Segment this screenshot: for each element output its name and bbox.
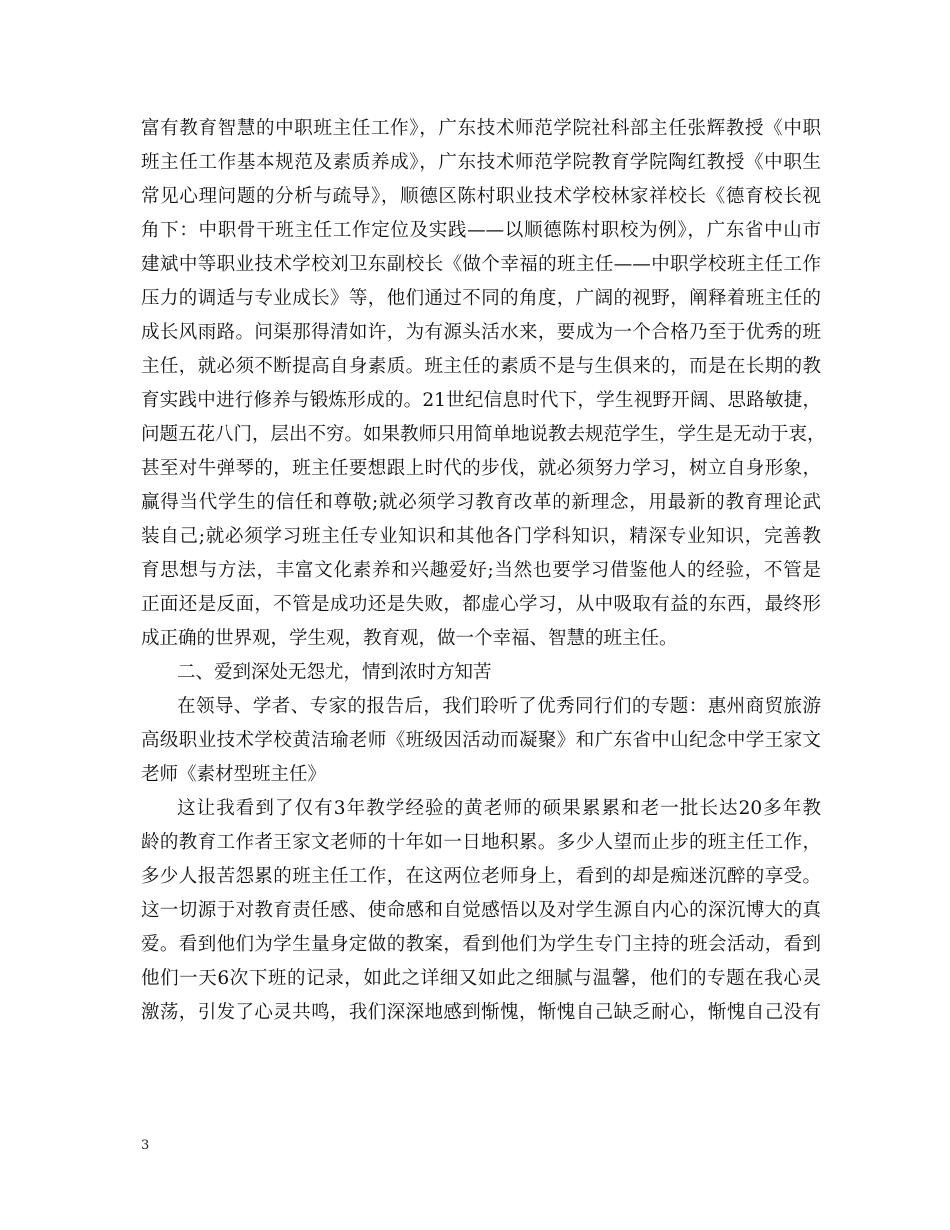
text-line: 角下：中职骨干班主任工作定位及实践——以顺德陈村职校为例》，广东省中山市: [141, 220, 821, 241]
paragraph: [141, 690, 821, 792]
text-line: 正面还是反面，不管是成功还是失败，都虚心学习，从中吸取有益的东西，最终形: [141, 594, 821, 615]
body-text: [141, 112, 826, 1030]
text-line: 老师《素材型班主任》: [141, 764, 327, 785]
text-line: 班主任工作基本规范及素质养成》，广东技术师范学院教育学院陶红教授《中职生: [141, 152, 821, 173]
text-line: 赢得当代学生的信任和尊敬;就必须学习教育改革的新理念，用最新的教育理论武: [141, 492, 821, 513]
paragraph: [141, 656, 821, 690]
text-line: 压力的调适与专业成长》等，他们通过不同的角度，广阔的视野，阐释着班主任的: [141, 288, 821, 309]
paragraph: [141, 112, 826, 656]
text-line: 在领导、学者、专家的报告后，我们聆听了优秀同行们的专题：惠州商贸旅游: [177, 696, 821, 717]
text-line: 成正确的世界观，学生观，教育观，做一个幸福、智慧的班主任。: [141, 628, 678, 649]
text-line: 富有教育智慧的中职班主任工作》，广东技术师范学院社科部主任张辉教授《中职: [141, 118, 821, 139]
text-line: 主任，就必须不断提高自身素质。班主任的素质不是与生俱来的，而是在长期的教: [141, 356, 821, 377]
text-line: 问题五花八门，层出不穷。如果教师只用简单地说教去规范学生，学生是无动于衷，: [141, 424, 826, 445]
page-number: 3: [141, 1138, 150, 1153]
text-line: 这让我看到了仅有3年教学经验的黄老师的硕果累累和老一批长达20多年教: [177, 798, 821, 819]
text-line: 装自己;就必须学习班主任专业知识和其他各门学科知识，精深专业知识，完善教: [141, 526, 821, 547]
text-line: 成长风雨路。问渠那得清如许，为有源头活水来，要成为一个合格乃至于优秀的班: [141, 322, 821, 343]
text-line: 这一切源于对教育责任感、使命感和自觉感悟以及对学生源自内心的深沉博大的真: [141, 900, 821, 921]
text-line: 育实践中进行修养与锻炼形成的。21世纪信息时代下，学生视野开阔、思路敏捷，: [141, 390, 821, 411]
text-line: 他们一天6次下班的记录，如此之详细又如此之细腻与温馨，他们的专题在我心灵: [141, 968, 821, 989]
text-line: 建斌中等职业技术学校刘卫东副校长《做个幸福的班主任——中职学校班主任工作: [141, 254, 821, 275]
text-line: 二、爱到深处无怨尤，情到浓时方知苦: [177, 662, 492, 683]
text-line: 高级职业技术学校黄洁瑜老师《班级因活动而凝聚》和广东省中山纪念中学王家文: [141, 730, 821, 751]
text-line: 龄的教育工作者王家文老师的十年如一日地积累。多少人望而止步的班主任工作，: [141, 832, 821, 853]
text-line: 甚至对牛弹琴的，班主任要想跟上时代的步伐，就必须努力学习，树立自身形象，: [141, 458, 821, 479]
paragraph: [141, 792, 821, 1030]
text-line: 激荡，引发了心灵共鸣，我们深深地感到惭愧，惭愧自己缺乏耐心，惭愧自己没有: [141, 1002, 821, 1023]
text-line: 常见心理问题的分析与疏导》，顺德区陈村职业技术学校林家祥校长《德育校长视: [141, 186, 821, 207]
text-line: 育思想与方法，丰富文化素养和兴趣爱好;当然也要学习借鉴他人的经验，不管是: [141, 560, 821, 581]
text-line: 多少人报苦怨累的班主任工作，在这两位老师身上，看到的却是痴迷沉醉的享受。: [141, 866, 821, 887]
text-line: 爱。看到他们为学生量身定做的教案，看到他们为学生专门主持的班会活动，看到: [141, 934, 821, 955]
